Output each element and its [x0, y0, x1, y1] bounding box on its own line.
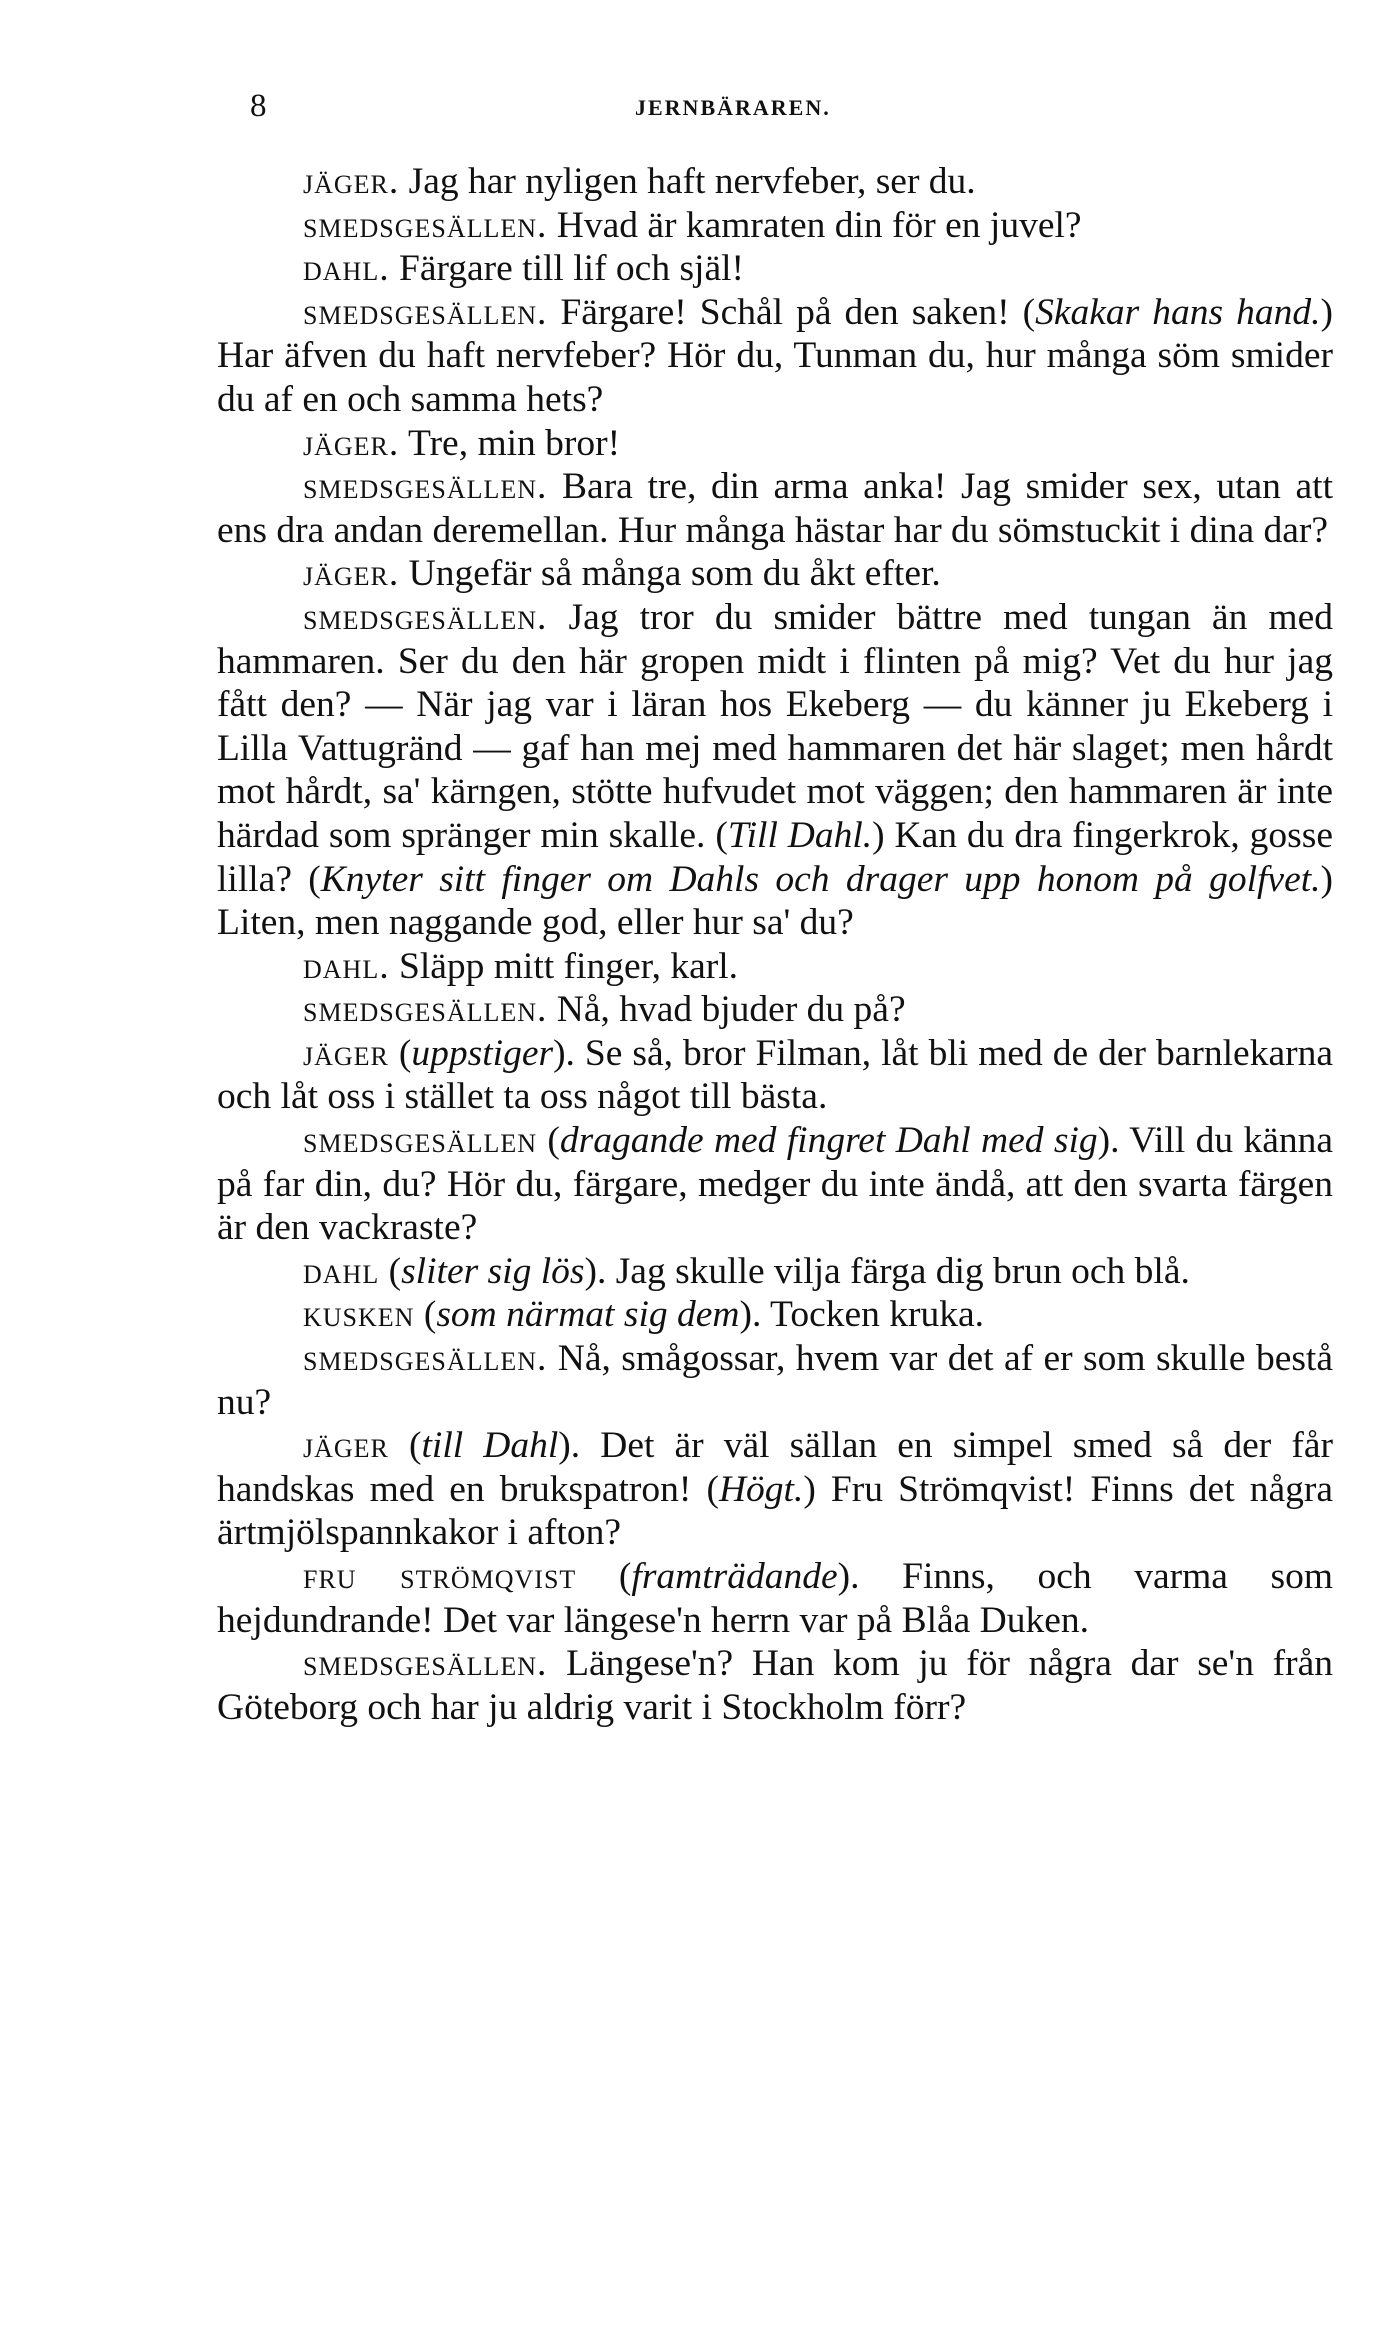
speaker-name: smedsgesällen.: [303, 204, 548, 246]
dialogue-paragraph: [217, 204, 1333, 248]
dialogue-paragraph: dahl (sliter sig lös). Jag skulle vilja färga dig brun och blå.: [303, 1250, 1190, 1292]
speech: Färgare till lif och själ!: [398, 248, 745, 290]
stage-direction: Skakar hans hand.: [1035, 291, 1321, 333]
speaker-name: jäger.: [303, 161, 400, 202]
speaker-name: smedsgesällen.: [303, 596, 548, 638]
dialogue-paragraph: fru strömqvist (framträdande). Finns, och varma som hejdundrande! Det var längese'n herrn var på Blåa Duken.: [217, 1556, 1333, 1641]
speech: ). Vill du känna på far din, du? Hör du, färgare, medger du inte ändå, att den svarta färgen är den vackraste?: [217, 1120, 1333, 1249]
stage-direction: uppstiger: [411, 1032, 554, 1074]
stage-direction: Högt.: [718, 1468, 804, 1510]
speech: Släpp mitt finger, karl.: [398, 945, 739, 987]
speech: Nå, hvad bjuder du på?: [556, 989, 906, 1031]
dialogue-paragraph: [217, 945, 1333, 989]
speech: Färgare! Schål på den saken! (: [560, 291, 1036, 333]
dialogue-paragraph: [217, 422, 1333, 466]
dialogue-paragraph: jäger (till Dahl). Det är väl sällan en simpel smed så der får handskas med en brukspatron! (Högt.) Fru Strömqvist! Finns det några ärtmjölspannkakor i afton?: [217, 1425, 1334, 1554]
stage-direction: sliter sig lös: [401, 1250, 585, 1292]
speech: Bara tre, din arma anka! Jag smider sex, utan att ens dra andan deremellan. Hur många hästar har du sömstuckit i dina dar?: [217, 466, 1333, 551]
speech: ). Tocken kruka.: [739, 1294, 984, 1336]
dialogue-paragraph: kusken (som närmat sig dem). Tocken kruka.: [303, 1294, 984, 1336]
speech: Jag tror du smider bättre med tungan än med hammaren. Ser du den här gropen midt i flinten på mig? Vet du hur jag fått den? — När jag var i läran hos Ekeberg — du känner ju Ekeberg i Lilla Vattugränd — gaf han mej med hammaren det här slaget; men hårdt mot hårdt, sa' kärngen, stötte hufvudet mot väggen; den hammaren är inte härdad som spränger min skalle. (: [217, 596, 1333, 856]
dialogue-paragraph: smedsgesällen (dragande med fingret Dahl med sig). Vill du känna på far din, du? Hör du, färgare, medger du inte ändå, att den svarta färgen är den vackraste?: [217, 1120, 1333, 1249]
speech: ) Fru Strömqvist! Finns det några ärtmjölspannkakor i afton?: [217, 1468, 1334, 1554]
speech: ). Jag skulle vilja färga dig brun och blå.: [584, 1250, 1190, 1292]
speech: Tre, min bror!: [407, 422, 621, 464]
dialogue-paragraph: [217, 1642, 1333, 1729]
speech: ). Finns, och varma som hejdundrande! Det var längese'n herrn var på Blåa Duken.: [217, 1556, 1333, 1641]
page-header: [250, 86, 1170, 126]
speech: Jag har nyligen haft nervfeber, ser du.: [408, 161, 976, 202]
dialogue-paragraph: [217, 552, 1333, 596]
stage-direction: Till Dahl.: [727, 814, 873, 856]
speech: Längese'n? Han kom ju för några dar se'n från Göteborg och har ju aldrig varit i Stockholm förr?: [217, 1643, 1334, 1728]
speaker-name: smedsgesällen.: [303, 466, 548, 508]
dialogue-paragraph: [217, 988, 1333, 1032]
speaker-name: jäger: [303, 1425, 389, 1467]
speaker-name: smedsgesällen.: [303, 1338, 548, 1380]
speaker-name: smedsgesällen.: [303, 291, 548, 333]
dialogue-paragraph: [217, 1337, 1333, 1424]
speaker-name: dahl.: [303, 248, 390, 290]
dialogue-paragraph: jäger (uppstiger). Se så, bror Filman, låt bli med de der barnlekarna och låt oss i stället ta oss något till bästa.: [217, 1032, 1333, 1118]
speaker-name: jäger: [303, 1032, 389, 1074]
speaker-name: dahl.: [303, 945, 390, 987]
speaker-name: smedsgesällen: [303, 1120, 538, 1162]
speech: ). Det är väl sällan en simpel smed så der får handskas med en brukspatron! (: [217, 1425, 1333, 1510]
stage-direction: som närmat sig dem: [436, 1294, 740, 1336]
dialogue-paragraph: [217, 291, 1333, 422]
dialogue-paragraph: [217, 596, 1333, 945]
speech: Hvad är kamraten din för en juvel?: [556, 204, 1082, 246]
speech: ) Har äfven du haft nervfeber? Hör du, Tunman du, hur många söm smider du af en och samma hets?: [217, 291, 1333, 420]
speaker-name: kusken: [303, 1294, 415, 1336]
speech: ). Se så, bror Filman, låt bli med de der barnlekarna och låt oss i stället ta oss något till bästa.: [217, 1032, 1333, 1118]
dialogue-paragraph: [217, 247, 1333, 291]
speech: ) Kan du dra fingerkrok, gosse lilla? (: [217, 814, 1333, 900]
dialogue-paragraph: [217, 465, 1333, 552]
dialogue-paragraph: [217, 160, 1333, 204]
speaker-name: fru strömqvist: [303, 1556, 577, 1597]
speech: ) Liten, men naggande god, eller hur sa' du?: [217, 858, 1334, 944]
running-title: JERNBÄRAREN.: [635, 95, 831, 120]
stage-direction: Knyter sitt finger om Dahls och drager upp honom på golfvet.: [320, 858, 1321, 900]
play-text: [217, 160, 1333, 1729]
stage-direction: till Dahl: [421, 1425, 559, 1467]
speech: Nå, smågossar, hvem var det af er som skulle bestå nu?: [217, 1338, 1333, 1423]
stage-direction: dragande med fingret Dahl med sig: [559, 1120, 1098, 1162]
stage-direction: framträdande: [631, 1556, 838, 1597]
speaker-name: jäger.: [303, 553, 400, 595]
speaker-name: jäger.: [303, 422, 400, 464]
speaker-name: smedsgesällen.: [303, 1643, 548, 1685]
speech: Ungefär så många som du åkt efter.: [408, 553, 941, 595]
speaker-name: smedsgesällen.: [303, 989, 548, 1031]
page-number: 8: [250, 88, 267, 124]
speaker-name: dahl: [303, 1250, 380, 1292]
